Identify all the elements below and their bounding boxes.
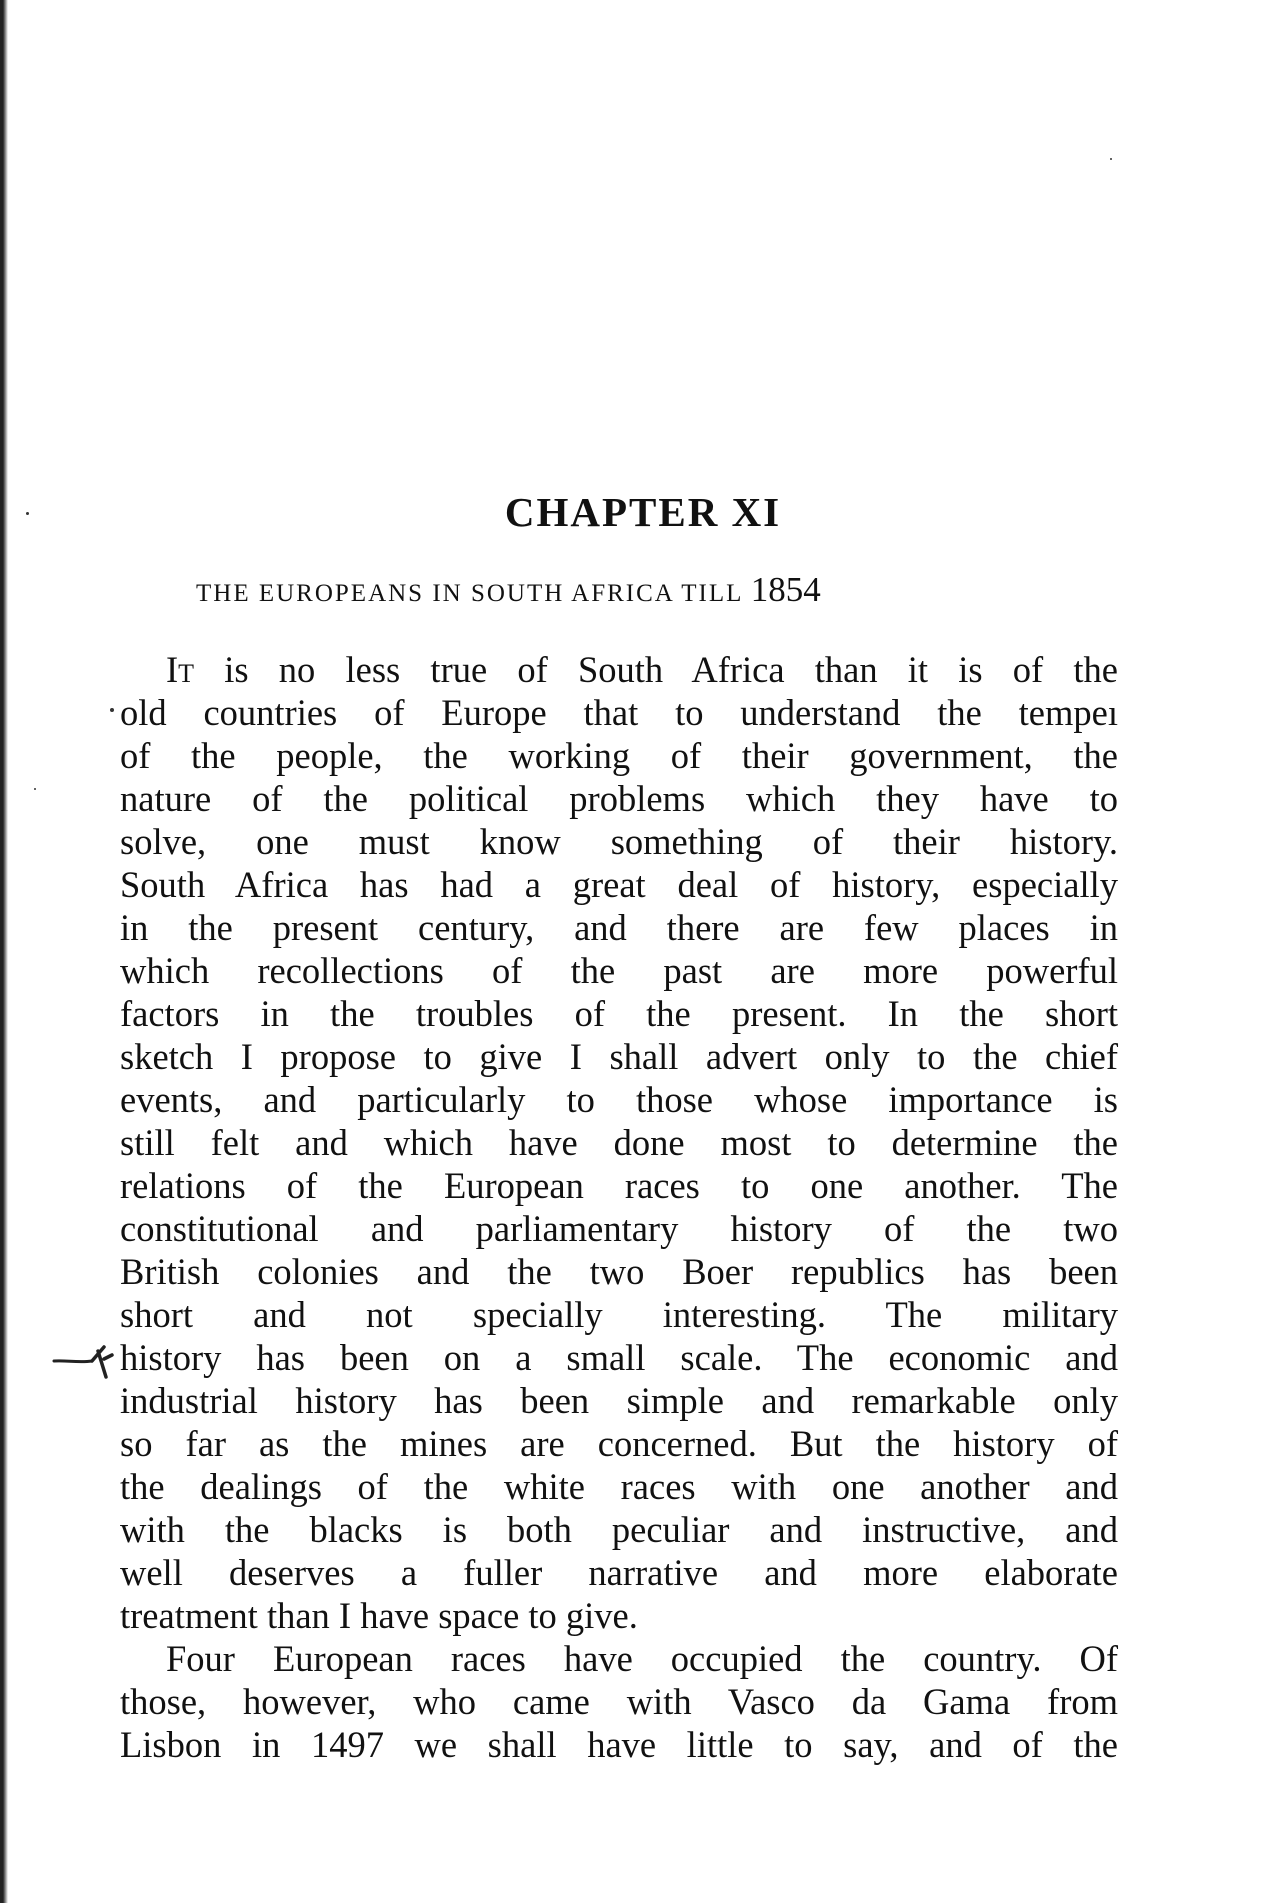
opening-word: It <box>166 649 195 690</box>
text-line: factors in the troubles of the present. In the short <box>120 993 1118 1034</box>
text-line: nature of the political problems which they have to <box>120 778 1118 819</box>
body-text <box>120 648 1118 1766</box>
text-line: history has been on a small scale. The economic and <box>120 1337 1118 1378</box>
text-line: Lisbon in 1497 we shall have little to say, and of the <box>120 1724 1118 1765</box>
text-line: so far as the mines are concerned. But the history of <box>120 1423 1118 1464</box>
scan-speck <box>34 788 36 790</box>
text-line: British colonies and the two Boer republics has been <box>120 1251 1118 1292</box>
text-line: constitutional and parliamentary history of the two <box>120 1208 1118 1249</box>
chapter-subtitle-year: 1854 <box>750 570 821 609</box>
text-line: well deserves a fuller narrative and more elaborate <box>120 1552 1118 1593</box>
scan-speck <box>110 708 114 712</box>
scan-speck <box>1110 158 1112 160</box>
text-line: industrial history has been simple and remarkable only <box>120 1380 1118 1421</box>
text-line: short and not specially interesting. The military <box>120 1294 1118 1335</box>
text-line: still felt and which have done most to determine the <box>120 1122 1118 1163</box>
text-line: Four European races have occupied the country. Of <box>166 1638 1118 1679</box>
page-binding-edge <box>0 0 8 1903</box>
chapter-subtitle <box>196 572 821 607</box>
text-line: It is no less true of South Africa than it is of the <box>166 649 1118 690</box>
text-line: the dealings of the white races with one another and <box>120 1466 1118 1507</box>
text-line: old countries of Europe that to understand the tempeı <box>120 692 1118 733</box>
text-line: treatment than I have space to give. <box>120 1595 638 1636</box>
text-line: South Africa has had a great deal of history, especially <box>120 864 1118 905</box>
text-line: solve, one must know something of their history. <box>120 821 1118 862</box>
chapter-title: CHAPTER XI <box>504 489 782 536</box>
chapter-subtitle-text: THE EUROPEANS IN SOUTH AFRICA TILL <box>196 580 743 607</box>
text-line: those, however, who came with Vasco da Gama from <box>120 1681 1118 1722</box>
text-line: which recollections of the past are more powerful <box>120 950 1118 991</box>
text-line: in the present century, and there are few places in <box>120 907 1118 948</box>
text-line: sketch I propose to give I shall advert only to the chief <box>120 1036 1118 1077</box>
text-line: relations of the European races to one another. The <box>120 1165 1118 1206</box>
text-line: events, and particularly to those whose importance is <box>120 1079 1118 1120</box>
handwritten-margin-mark-icon <box>48 1337 118 1381</box>
text-line: of the people, the working of their government, the <box>120 735 1118 776</box>
text-line: with the blacks is both peculiar and instructive, and <box>120 1509 1118 1550</box>
